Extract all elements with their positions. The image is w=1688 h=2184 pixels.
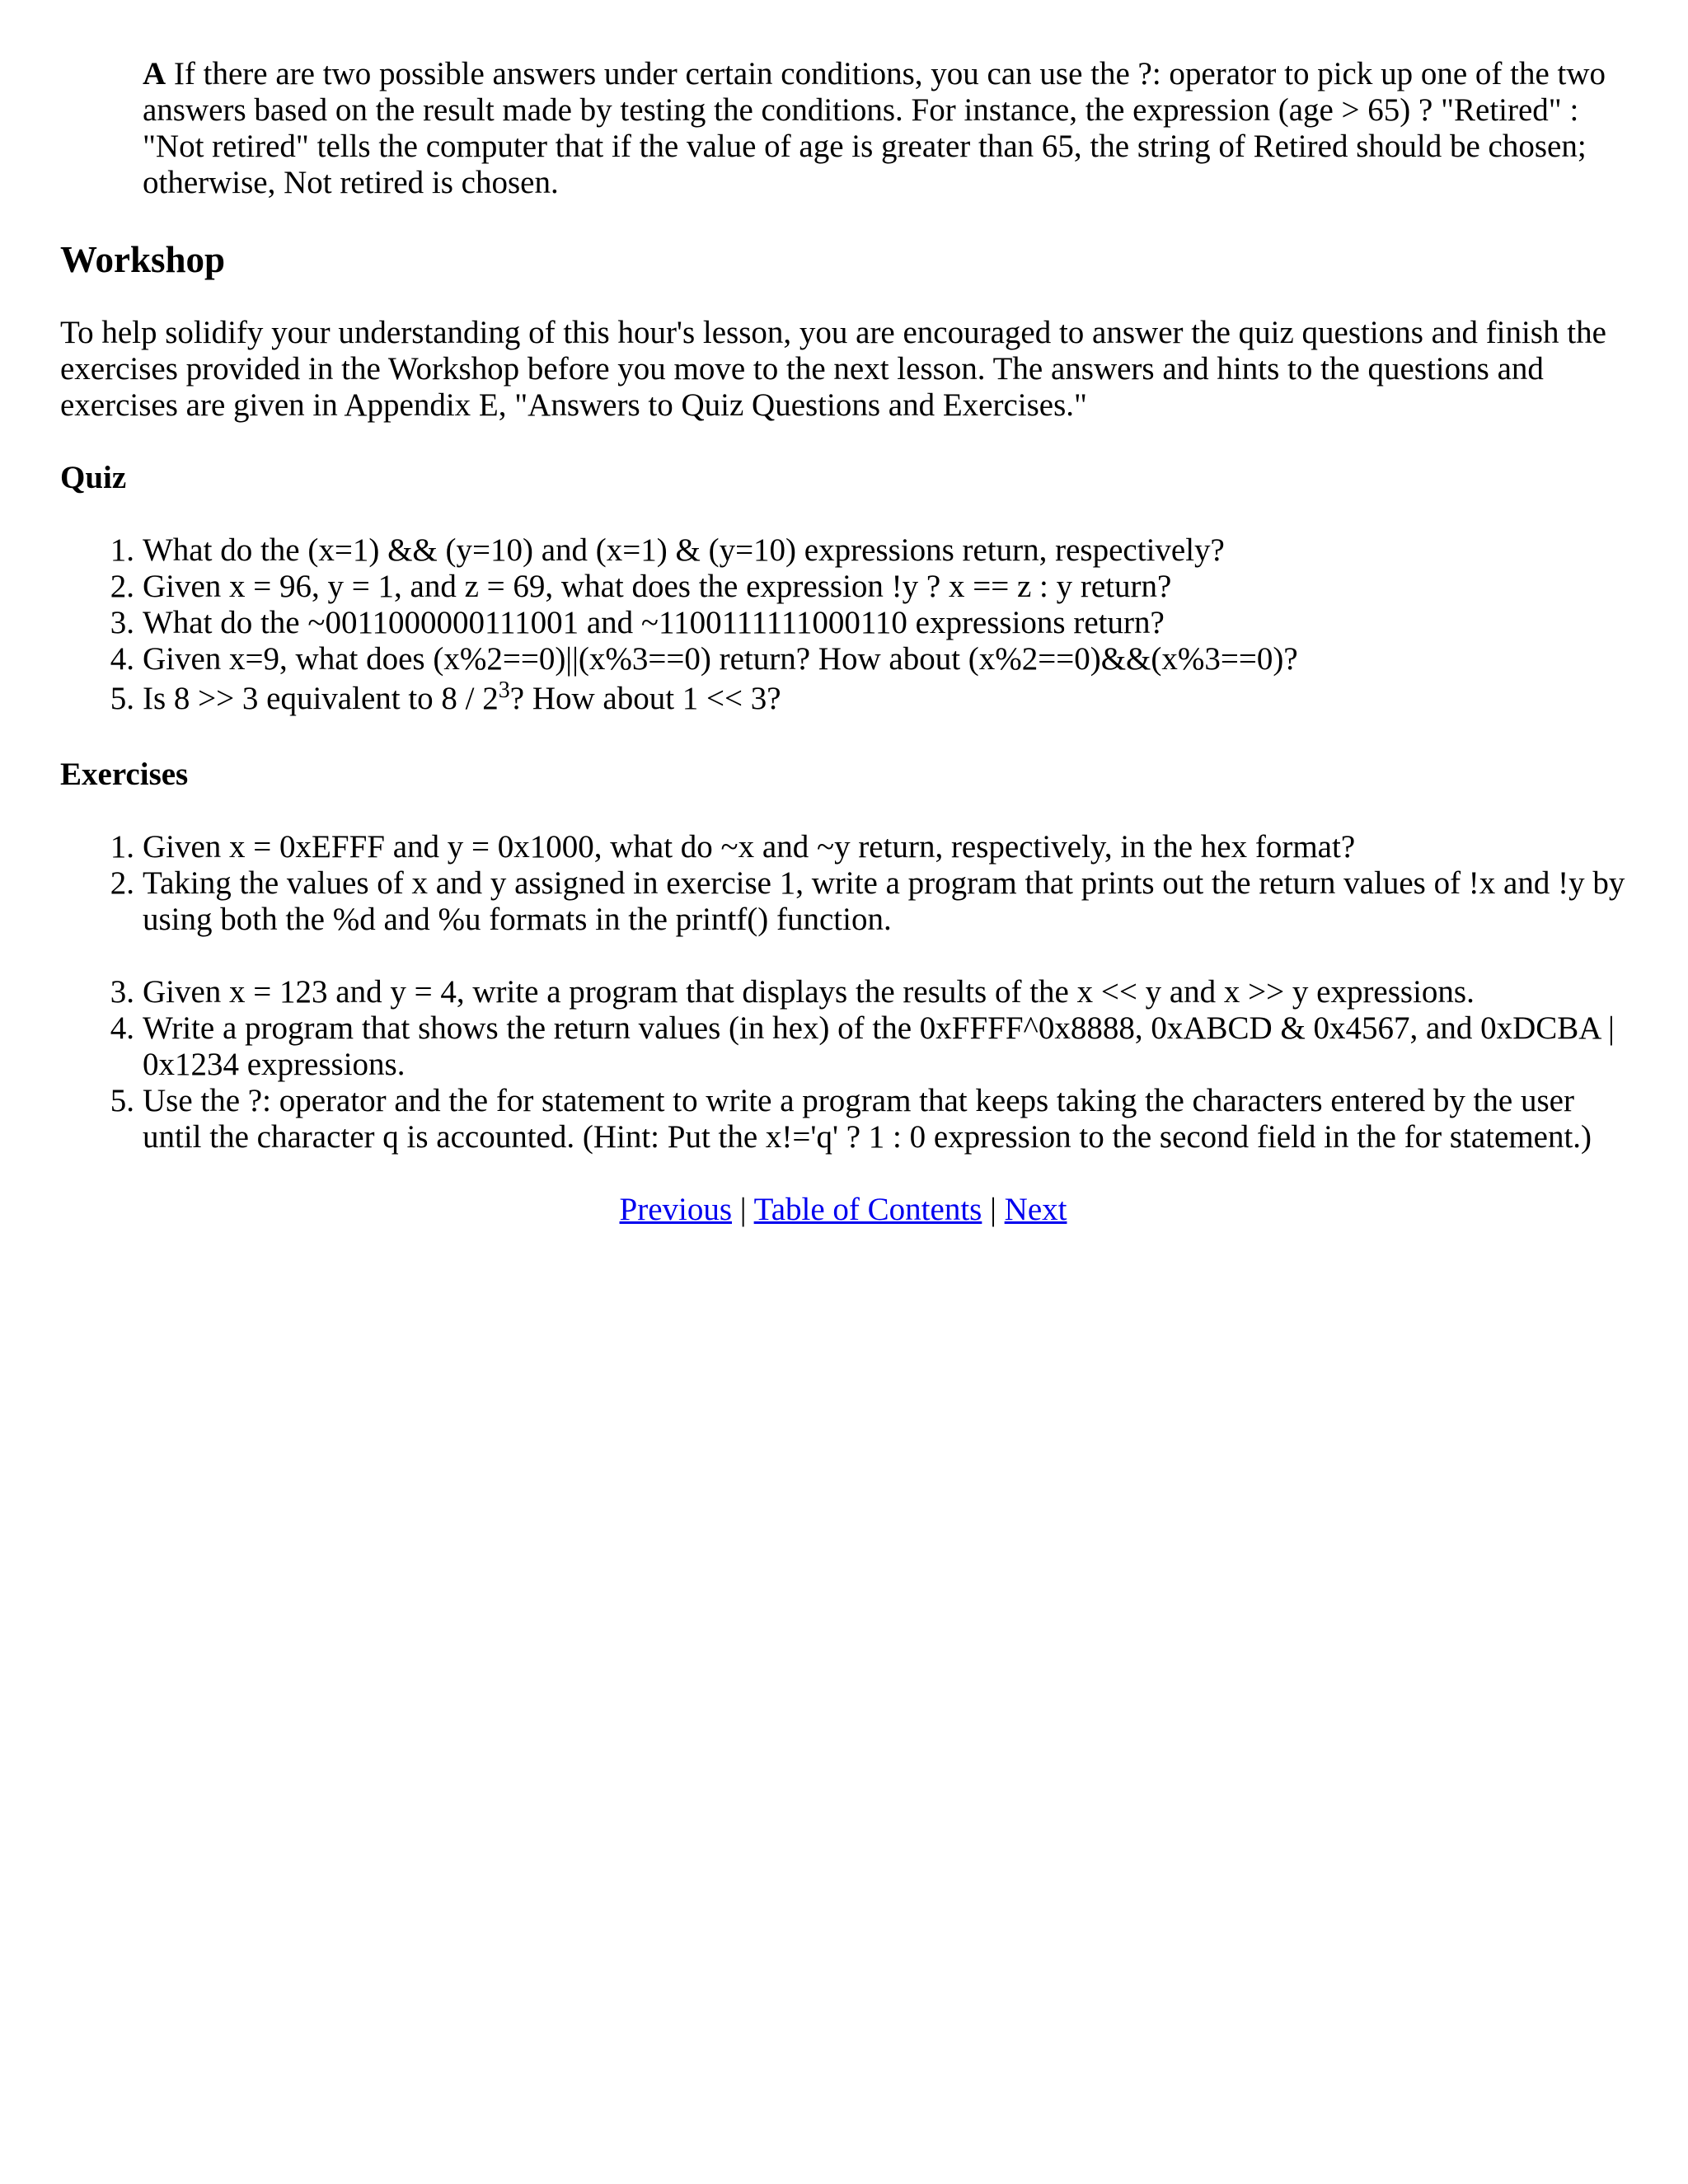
list-item bbox=[110, 865, 1626, 938]
list-item bbox=[110, 829, 1626, 865]
table-of-contents-link[interactable]: Table of Contents bbox=[753, 1192, 982, 1227]
next-link[interactable]: Next bbox=[1004, 1192, 1067, 1227]
item-number: 5. bbox=[110, 1083, 134, 1118]
list-item bbox=[110, 1083, 1626, 1155]
item-text: Given x = 123 and y = 4, write a program that displays the results of the x << y and x >> y expressions. bbox=[143, 974, 1475, 1010]
item-text: What do the (x=1) && (y=10) and (x=1) & (y=10) expressions return, respectively? bbox=[143, 532, 1225, 568]
exercises-heading: Exercises bbox=[60, 757, 189, 792]
exponent: 3 bbox=[498, 677, 510, 703]
answer-marker: A bbox=[143, 56, 166, 91]
list-item bbox=[110, 605, 1626, 641]
list-item bbox=[110, 641, 1626, 677]
item-number: 5. bbox=[110, 681, 134, 716]
quiz-heading: Quiz bbox=[60, 460, 127, 495]
item-text: Taking the values of x and y assigned in exercise 1, write a program that prints out the return values of !x and !y by using both the %d and %u formats in the printf() function. bbox=[143, 865, 1625, 937]
list-item bbox=[110, 1010, 1626, 1083]
workshop-intro: To help solidify your understanding of this hour's lesson, you are encouraged to answer the quiz questions and finish the exercises provided in the Workshop before you move to the next lesson. The answers and hints to the questions and exercises are given in Appendix E, "Answers to Quiz Questions and Exercises." bbox=[60, 315, 1606, 423]
nav-separator: | bbox=[990, 1192, 996, 1227]
workshop-heading: Workshop bbox=[60, 239, 226, 280]
exercises-list bbox=[60, 829, 1626, 1155]
item-number: 3. bbox=[110, 605, 134, 640]
item-number: 3. bbox=[110, 974, 134, 1010]
page-content bbox=[60, 56, 1626, 1228]
answer-paragraph bbox=[143, 56, 1618, 201]
item-text: Write a program that shows the return values (in hex) of the 0xFFFF^0x8888, 0xABCD & 0x4567, and 0xDCBA | 0x1234 expressions. bbox=[143, 1010, 1615, 1082]
answer-text: If there are two possible answers under certain conditions, you can use the ?: operator to pick up one of the two answers based on the result made by testing the conditions. For instance, the expression (age > 65) ? "Retired" : "Not retired" tells the computer that if the value of age is greater than 65, the string of Retired should be chosen; otherwise, Not retired is chosen. bbox=[143, 56, 1606, 200]
item-text: Given x = 96, y = 1, and z = 69, what does the expression !y ? x == z : y return? bbox=[143, 569, 1172, 604]
item-number: 4. bbox=[110, 641, 134, 677]
item-text-after: ? How about 1 << 3? bbox=[509, 681, 781, 716]
item-text: Given x=9, what does (x%2==0)||(x%3==0) return? How about (x%2==0)&&(x%3==0)? bbox=[143, 641, 1298, 677]
nav-separator: | bbox=[739, 1192, 747, 1227]
list-item bbox=[110, 677, 1626, 720]
item-text: Given x = 0xEFFF and y = 0x1000, what do ~x and ~y return, respectively, in the hex format? bbox=[143, 829, 1356, 865]
item-text: Is 8 >> 3 equivalent to 8 / 2 bbox=[143, 681, 499, 716]
item-number: 4. bbox=[110, 1010, 134, 1046]
item-number: 2. bbox=[110, 569, 134, 604]
item-text: Use the ?: operator and the for statement to write a program that keeps taking the characters entered by the user until the character q is accounted. (Hint: Put the x!='q' ? 1 : 0 expression to the second field in the for statement.) bbox=[143, 1083, 1592, 1155]
item-number: 1. bbox=[110, 829, 134, 865]
previous-link[interactable]: Previous bbox=[619, 1192, 733, 1227]
list-item bbox=[110, 532, 1626, 569]
list-item bbox=[110, 974, 1626, 1010]
item-number: 2. bbox=[110, 865, 134, 901]
item-number: 1. bbox=[110, 532, 134, 568]
page-navigation bbox=[60, 1192, 1626, 1228]
item-text: What do the ~0011000000111001 and ~1100111111000110 expressions return? bbox=[143, 605, 1165, 640]
list-item bbox=[110, 569, 1626, 605]
quiz-list bbox=[60, 532, 1626, 720]
